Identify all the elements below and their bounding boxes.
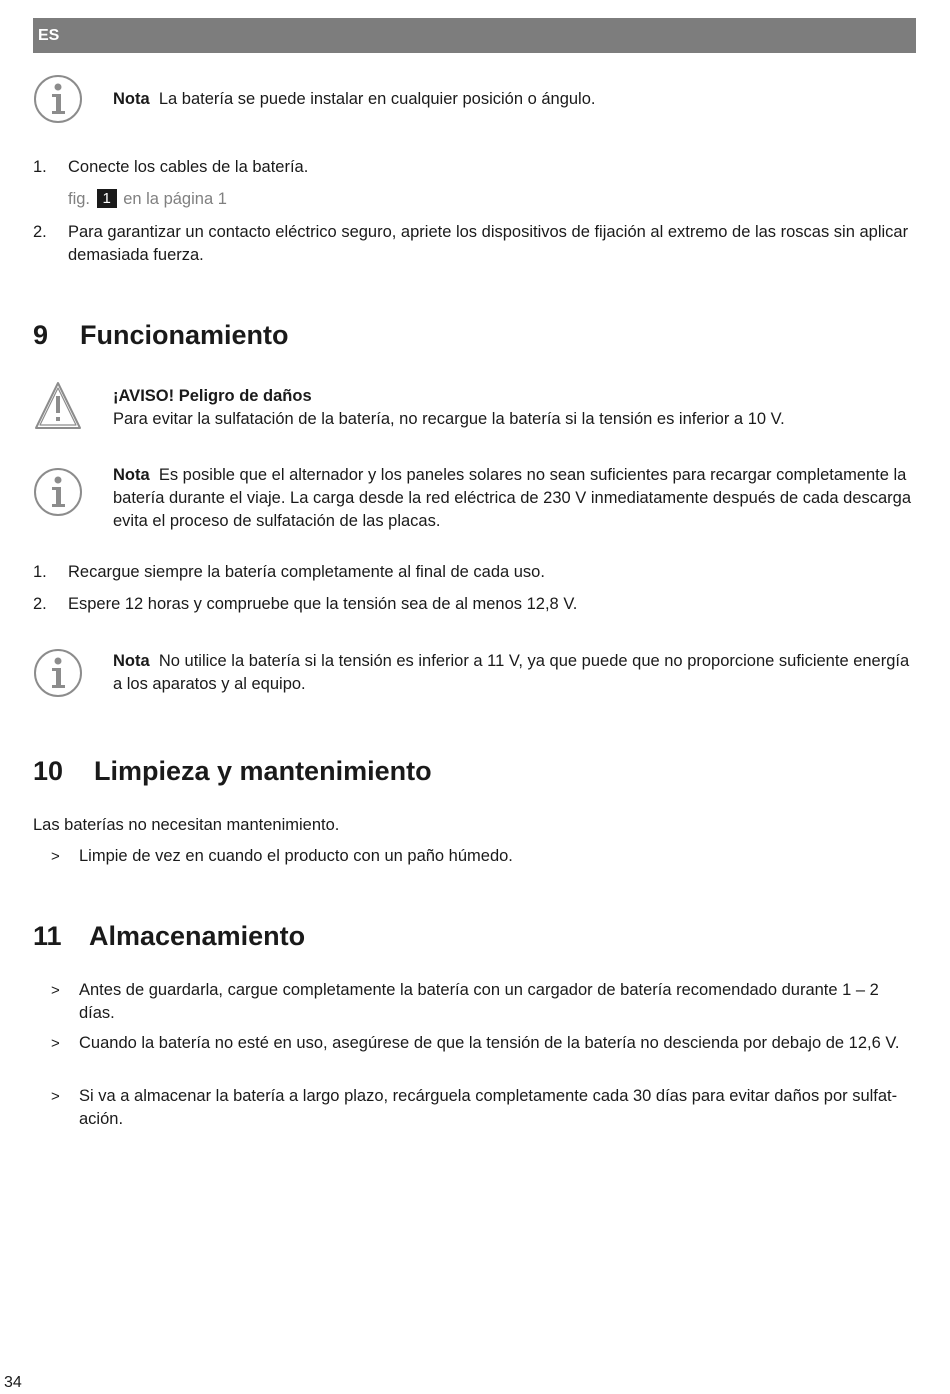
note-label: Nota <box>113 466 150 484</box>
warning-triangle-icon <box>33 380 83 430</box>
bullet-marker: > <box>51 982 60 999</box>
figure-reference[interactable] <box>68 188 227 211</box>
warning-block <box>113 385 913 431</box>
step-text: Espere 12 horas y compruebe que la tensión sea de al menos 12,8 V. <box>68 595 578 613</box>
info-icon <box>33 648 83 698</box>
note-text: La batería se puede instalar en cualquier posición o ángulo. <box>158 90 596 108</box>
section-heading-10 <box>33 754 432 788</box>
info-icon <box>33 467 83 517</box>
bullet-marker: > <box>51 848 60 865</box>
page-number: 34 <box>4 1374 22 1391</box>
note-label: Nota <box>113 652 150 670</box>
note-text: Es posible que el alternador y los paneles solares no sean suficientes para recargar completamente la batería durante el viaje. La carga desde la red eléctrica de 230 V inmediatamente después de cada descarga evita el proceso de sulfatación de las placas. <box>113 466 912 530</box>
section-number: 11 <box>33 921 62 951</box>
fig-number-box: 1 <box>97 189 117 208</box>
step-text: Para garantizar un contacto eléctrico seguro, apriete los dispositivos de fijación al extremo de las roscas sin aplicar demasiada fuerza. <box>68 223 909 264</box>
step-number: 2. <box>33 595 47 613</box>
bullet-text: Limpie de vez en cuando el producto con un paño húmedo. <box>79 847 513 865</box>
bullet-marker: > <box>51 1088 60 1105</box>
step-number: 1. <box>33 158 47 176</box>
section-heading-11 <box>33 919 305 953</box>
note-battery-position <box>113 88 913 111</box>
bullet-marker: > <box>51 1035 60 1052</box>
note-charging <box>113 464 913 533</box>
section-title: Almacenamiento <box>89 921 306 951</box>
bullet-text: Antes de guardarla, cargue completamente la batería con un cargador de batería recomendado durante 1 – 2 días. <box>79 981 879 1022</box>
info-icon <box>33 74 83 124</box>
section-intro: Las baterías no necesitan mantenimiento. <box>33 816 340 834</box>
language-header-bar <box>33 18 916 53</box>
note-text: No utilice la batería si la tensión es inferior a 11 V, ya que puede que no proporcione suficiente energía a los aparatos y al equipo. <box>113 652 910 693</box>
fig-suffix: en la página 1 <box>123 190 227 208</box>
warning-title: ¡AVISO! Peligro de daños <box>113 387 312 405</box>
step-text: Recargue siempre la batería completamente al final de cada uso. <box>68 563 545 581</box>
step-number: 1. <box>33 563 47 581</box>
note-label: Nota <box>113 90 150 108</box>
fig-prefix: fig. <box>68 190 91 208</box>
step-text: Conecte los cables de la batería. <box>68 158 309 176</box>
section-title: Limpieza y mantenimiento <box>94 756 432 786</box>
step-number: 2. <box>33 223 47 241</box>
section-number: 10 <box>33 756 64 786</box>
language-code: ES <box>38 27 60 44</box>
section-title: Funcionamiento <box>80 320 289 350</box>
section-heading-9 <box>33 318 289 352</box>
note-low-voltage <box>113 650 913 696</box>
bullet-text: Cuando la batería no esté en uso, asegúrese de que la tensión de la batería no descienda por debajo de 12,6 V. <box>79 1034 900 1052</box>
bullet-text: Si va a almacenar la batería a largo plazo, recárguela completamente cada 30 días para evitar daños por sulfatación. <box>79 1087 898 1128</box>
warning-text: Para evitar la sulfatación de la batería, no recargue la batería si la tensión es inferior a 10 V. <box>113 410 785 428</box>
section-number: 9 <box>33 320 49 350</box>
